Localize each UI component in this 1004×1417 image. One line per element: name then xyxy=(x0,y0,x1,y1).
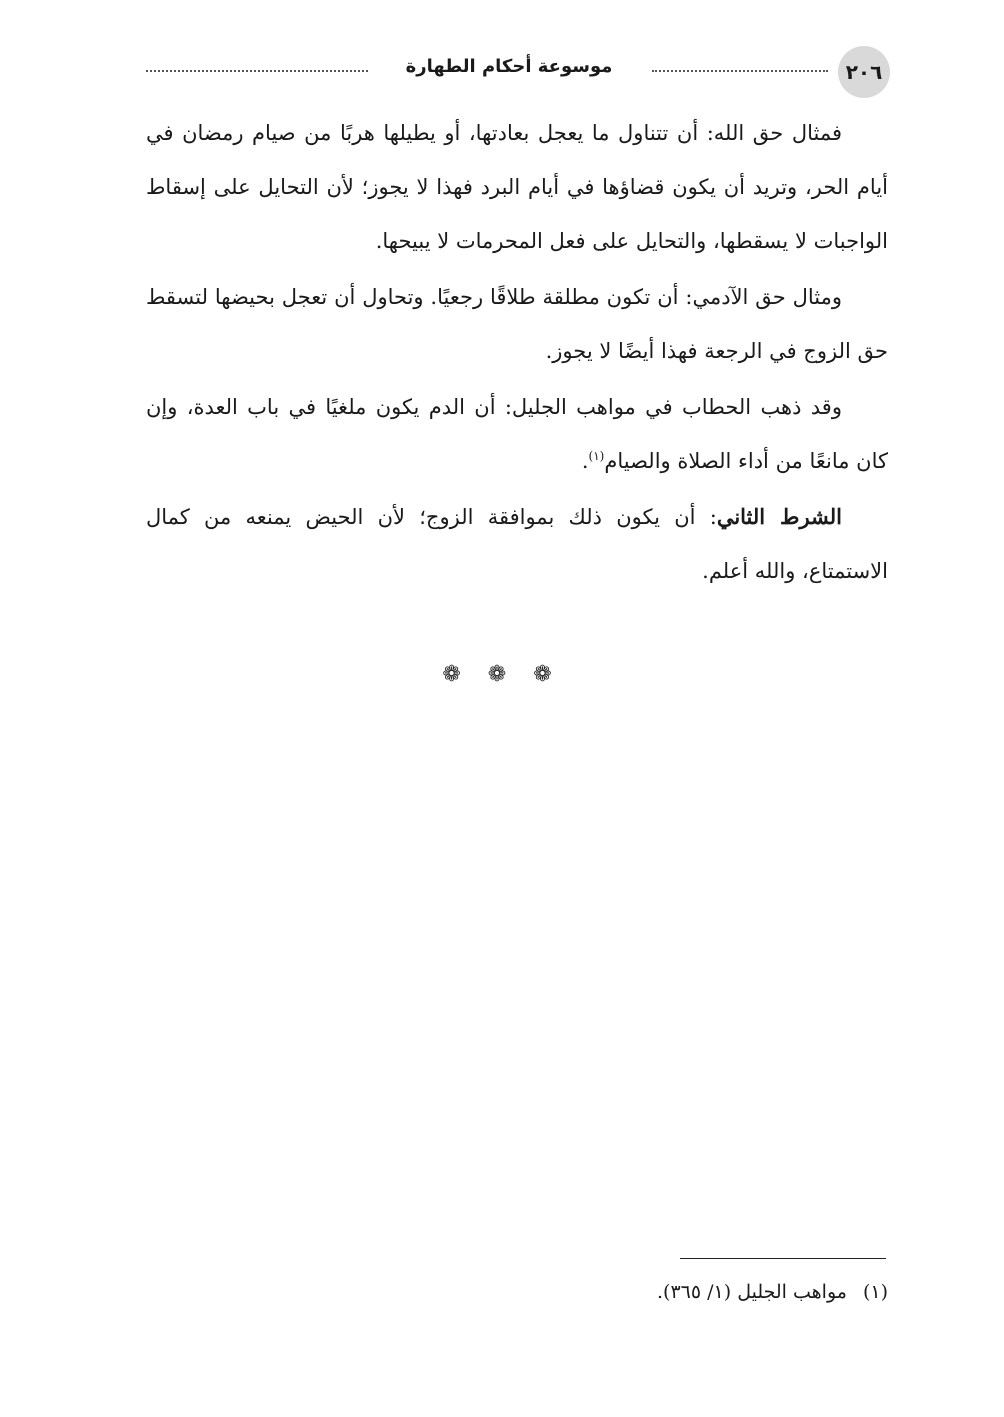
paragraph-4 xyxy=(146,490,888,598)
header-dotted-rule-right xyxy=(652,70,828,72)
section-separator-ornament: ❁ ❁ ❁ xyxy=(442,662,562,687)
page-header xyxy=(146,46,890,96)
header-dotted-rule-left xyxy=(146,70,368,72)
paragraph-2: ومثال حق الآدمي: أن تكون مطلقة طلاقًا رجعيًا. وتحاول أن تعجل بحيضها لتسقط حق الزوج في الرجعة فهذا أيضًا لا يجوز. xyxy=(146,285,888,363)
footnote-number: (١) xyxy=(862,1281,888,1303)
running-title: موسوعة أحكام الطهارة xyxy=(405,56,613,77)
paragraph-3-end: . xyxy=(581,449,589,473)
page-number: ٢٠٦ xyxy=(838,46,890,98)
paragraph-3 xyxy=(146,380,888,488)
paragraph-3-text: وقد ذهب الحطاب في مواهب الجليل: أن الدم يكون ملغيًا في باب العدة، وإن كان مانعًا من أداء الصلاة والصيام xyxy=(146,395,888,473)
footnote-1 xyxy=(146,1276,888,1308)
footnote-divider xyxy=(680,1258,886,1259)
condition-heading: الشرط الثاني xyxy=(716,504,842,529)
main-text xyxy=(146,106,888,598)
paragraph-4-text: : أن يكون ذلك بموافقة الزوج؛ لأن الحيض يمنعه من كمال الاستمتاع، والله أعلم. xyxy=(146,505,888,583)
footnote-text: مواهب الجليل (١/ ٣٦٥). xyxy=(657,1281,847,1303)
paragraph-1: فمثال حق الله: أن تتناول ما يعجل بعادتها، أو يطيلها هربًا من صيام رمضان في أيام الحر، وتريد أن يكون قضاؤها في أيام البرد فهذا لا يجوز؛ لأن التحايل على إسقاط الواجبات لا يسقطها، والتحايل على فعل المحرمات لا يبيحها. xyxy=(146,121,888,253)
footnote-reference-1[interactable]: (١) xyxy=(588,449,605,463)
